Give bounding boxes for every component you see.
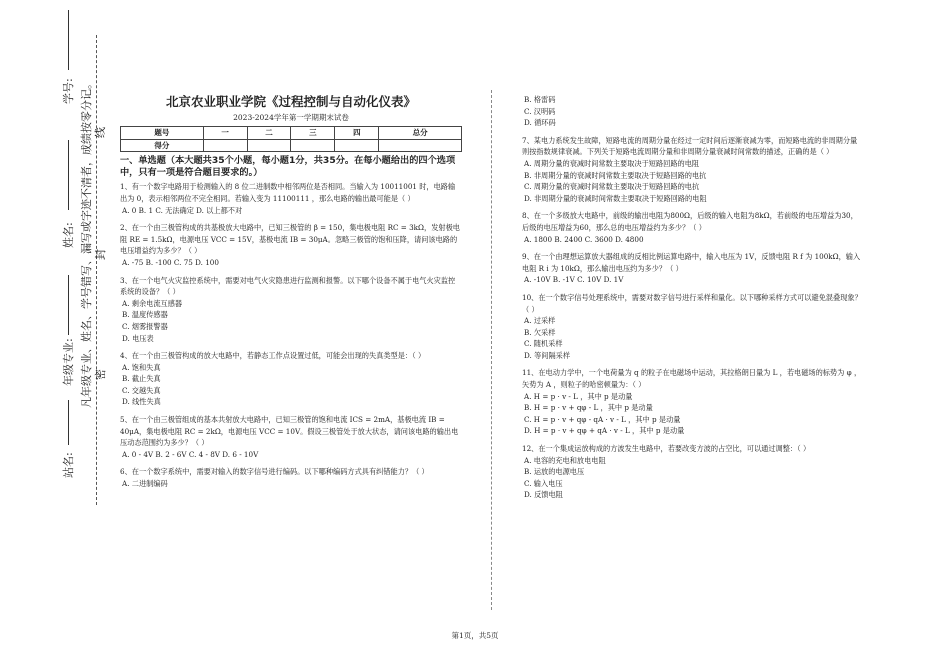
question-option: A. 过采样 xyxy=(524,316,556,326)
left-question-list xyxy=(120,181,462,489)
score-cell xyxy=(379,139,462,152)
exam-title: 北京农业职业学院《过程控制与自动化仪表》 xyxy=(165,94,416,109)
question-option: C. 汉明码 xyxy=(524,106,556,116)
label-zhanming: 站名: xyxy=(62,452,75,478)
score-cell xyxy=(335,139,379,152)
question-option: A. -10V B. -1V C. 10V D. 1V xyxy=(524,275,624,285)
question-item xyxy=(120,222,462,268)
question-option: B. 欠采样 xyxy=(524,327,556,337)
question-stem: 5、在一个由三极管组成的基本共射放大电路中，已知三极管的饱和电流 ICS = 2mA，基极电流 IB = 40μA，集电极电阻 RC = 2kΩ，电源电压 VCC = 10V。假设三极管处于放大状态，请问该电路的输出电压动态范围约为多少？（ ） xyxy=(120,415,459,448)
question-option: A. 饱和失真 xyxy=(122,362,161,372)
seal-feng: 封 xyxy=(94,249,107,260)
question-item xyxy=(120,350,462,408)
score-cell xyxy=(291,139,335,152)
question-option: A. 剩余电流互感器 xyxy=(122,298,183,308)
seal-xian: 线 xyxy=(94,127,107,138)
question-option: B. 格雷码 xyxy=(524,95,556,104)
question-item xyxy=(522,94,862,129)
question-option: B. H = p · v + qφ - L ，其中 p 是动量 xyxy=(524,403,653,413)
binding-margin xyxy=(0,0,118,672)
question-option: C. 输入电压 xyxy=(524,478,563,488)
question-option: C. 周期分量的衰减时间常数主要取决于短路回路的电抗 xyxy=(524,182,700,192)
question-option: D. 循环码 xyxy=(524,118,556,128)
question-item xyxy=(522,367,862,437)
question-stem: 1、有一个数字电路用于检测输入的 8 位二进制数中相邻两位是否相同。当输入为 10011001 时，电路输出为 0，表示相邻两位不完全相同。若输入变为 11100111 ，那么电路的输出最可能是（ ） xyxy=(120,182,456,203)
label-nianji: 年级专业: xyxy=(62,338,75,386)
question-stem: 12、在一个集成运放构成的方波发生电路中，若要改变方波的占空比，可以通过调整：（ ） xyxy=(522,444,811,454)
question-item xyxy=(522,443,862,501)
question-item xyxy=(120,275,462,345)
score-header-cell: 三 xyxy=(291,127,335,140)
question-option: A. -75 B. -100 C. 75 D. 100 xyxy=(122,257,219,267)
question-option: D. H = p · v + qφ + qA · v - L ，其中 p 是动量 xyxy=(524,426,685,436)
left-column xyxy=(120,94,462,490)
question-stem: 4、在一个由三极管构成的放大电路中，若静态工作点设置过低，可能会出现的失真类型是：（ ） xyxy=(120,351,426,361)
score-header-cell: 二 xyxy=(247,127,291,140)
seal-line xyxy=(96,35,97,505)
question-option: A. 电容的充电和放电电阻 xyxy=(524,455,606,465)
question-option: B. 温度传感器 xyxy=(122,310,168,320)
question-option: C. 烟雾报警器 xyxy=(122,321,168,331)
zhanming-underline xyxy=(68,400,69,445)
question-option: C. 交越失真 xyxy=(122,385,161,395)
score-table-score-row xyxy=(121,139,462,152)
question-item xyxy=(522,292,862,362)
xingming-underline xyxy=(68,140,69,210)
question-item xyxy=(522,135,862,205)
question-option: A. 二进制编码 xyxy=(122,479,168,489)
question-item xyxy=(120,414,462,460)
label-xingming: 姓名: xyxy=(62,222,75,248)
score-table-header-row xyxy=(121,127,462,140)
warning-text: 凡年级专业、姓名、学号错写、漏写或字迹不清者，成绩按零分记。 xyxy=(80,78,93,408)
score-header-cell: 一 xyxy=(203,127,247,140)
question-option: B. 非周期分量的衰减时间常数主要取决于短路回路的电抗 xyxy=(524,170,707,180)
right-question-list xyxy=(522,94,862,501)
question-option: D. 等间隔采样 xyxy=(524,350,571,360)
question-stem: 3、在一个电气火灾监控系统中，需要对电气火灾隐患进行监测和报警。以下哪个设备不属于电气火灾监控系统的设备？（ ） xyxy=(120,275,456,297)
page-footer: 第1页，共5页 xyxy=(451,631,499,640)
question-option: D. 线性失真 xyxy=(122,397,161,407)
question-stem: 8、在一个多级放大电路中，前级的输出电阻为800Ω，后级的输入电阻为8kΩ，若前级的电压增益为30，后级的电压增益为60，那么总的电压增益约为多少？（ ） xyxy=(522,211,858,232)
question-option: D. 电压表 xyxy=(122,333,154,343)
question-option: B. 截止失真 xyxy=(122,374,161,384)
score-cell xyxy=(247,139,291,152)
question-option: D. 反馈电阻 xyxy=(524,490,563,500)
question-option: D. 非周期分量的衰减时间常数主要取决于短路回路的电阻 xyxy=(524,193,707,203)
question-item xyxy=(522,251,862,286)
question-option: A. 周期分量的衰减时间常数主要取决于短路回路的电阻 xyxy=(524,158,700,168)
seal-mi: 密 xyxy=(94,369,107,380)
question-option: A. 1800 B. 2400 C. 3600 D. 4800 xyxy=(524,234,644,244)
question-option: B. 运放的电源电压 xyxy=(524,467,585,477)
score-row-label: 得分 xyxy=(121,139,204,152)
question-stem: 11、在电动力学中，一个电荷量为 q 的粒子在电磁场中运动，其拉格朗日量为 L ，若电磁场的标势为 φ ，矢势为 A ，则粒子的哈密顿量为：（ ） xyxy=(522,368,862,390)
question-option: A. H = p · v - L ，其中 p 是动量 xyxy=(524,391,633,401)
question-item xyxy=(120,466,462,489)
question-option: C. 随机采样 xyxy=(524,339,563,349)
question-option: A. 0 - 4V B. 2 - 6V C. 4 - 8V D. 6 - 10V xyxy=(122,449,259,459)
xuehao-underline xyxy=(68,10,69,70)
question-stem: 6、在一个数字系统中，需要对输入的数字信号进行编码。以下哪种编码方式具有纠错能力？（ ） xyxy=(120,467,429,477)
section-heading: 一、单选题（本大题共35个小题，每小题1分，共35分。在每小题给出的四个选项中，只有一项是符合题目要求的。） xyxy=(120,155,456,179)
score-cell xyxy=(203,139,247,152)
right-column xyxy=(522,94,862,501)
question-item xyxy=(522,210,862,245)
score-header-cell: 总分 xyxy=(379,127,462,140)
question-stem: 2、在一个由三极管构成的共基极放大电路中，已知三极管的 β = 150，集电极电阻 RC = 3kΩ，发射极电阻 RE = 1.5kΩ，电源电压 VCC = 15V，基极电流 IB = 30μA。忽略三极管的饱和压降，请问该电路的电压增益约为多少？（ ） xyxy=(120,223,460,256)
question-stem: 7、某电力系统发生故障，短路电流的周期分量在经过一定时间后逐渐衰减为零，而短路电流的非周期分量则按指数规律衰减。下列关于短路电流周期分量和非周期分量衰减时间常数的描述，正确的是（ ） xyxy=(522,135,858,157)
exam-subtitle: 2023-2024学年第一学期期末试卷 xyxy=(233,112,349,122)
column-divider xyxy=(491,90,492,610)
question-item xyxy=(120,181,462,216)
score-table xyxy=(120,126,462,152)
nianji-underline xyxy=(68,275,69,335)
question-option: A. 0 B. 1 C. 无法确定 D. 以上都不对 xyxy=(122,205,243,215)
score-header-cell: 四 xyxy=(335,127,379,140)
label-xuehao: 学号: xyxy=(62,78,75,104)
question-stem: 9、在一个由理想运算放大器组成的反相比例运算电路中，输入电压为 1V，反馈电阻 R f 为 100kΩ，输入电阻 R i 为 10kΩ，那么输出电压约为多少？（ ） xyxy=(522,252,861,273)
question-stem: 10、在一个数字信号处理系统中，需要对数字信号进行采样和量化。以下哪种采样方式可以避免混叠现象？（ ） xyxy=(522,292,862,314)
question-option: C. H = p · v + qφ - qA · v - L ，其中 p 是动量 xyxy=(524,414,681,424)
score-header-cell: 题号 xyxy=(121,127,204,140)
